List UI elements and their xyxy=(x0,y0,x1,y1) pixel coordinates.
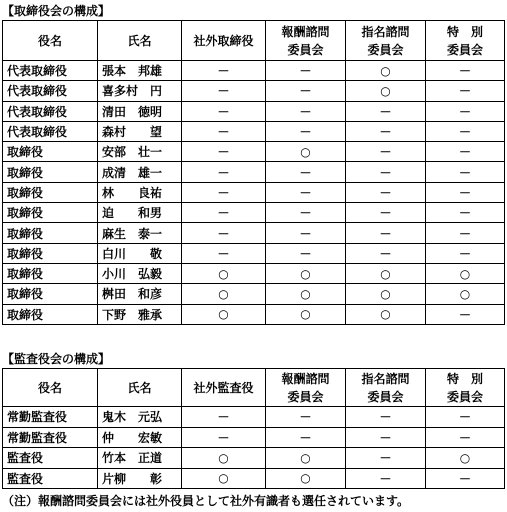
board-cell-special: － xyxy=(426,243,505,263)
audit-cell-role: 常勤監査役 xyxy=(3,427,98,448)
table-row xyxy=(3,284,505,304)
audit-cell-name: 片柳 彰 xyxy=(98,468,182,489)
board-cell-role: 代表取締役 xyxy=(3,121,98,141)
audit-cell-name: 鬼木 元弘 xyxy=(98,407,182,428)
board-column-header xyxy=(426,21,505,61)
audit-header-row xyxy=(3,369,505,407)
board-cell-outside: － xyxy=(182,101,266,121)
audit-composition-table xyxy=(2,368,505,489)
table-row xyxy=(3,203,505,223)
table-row xyxy=(3,243,505,263)
audit-column-header xyxy=(266,369,346,407)
audit-cell-comp: ○ xyxy=(266,448,346,469)
table-row xyxy=(3,223,505,243)
board-cell-comp: － xyxy=(266,61,346,81)
board-cell-role: 代表取締役 xyxy=(3,81,98,101)
board-cell-special: － xyxy=(426,203,505,223)
board-cell-special: － xyxy=(426,121,505,141)
board-cell-comp: － xyxy=(266,223,346,243)
board-cell-role: 取締役 xyxy=(3,304,98,324)
board-column-header xyxy=(98,21,182,61)
table-row xyxy=(3,182,505,202)
audit-cell-name: 竹本 正道 xyxy=(98,448,182,469)
board-column-header-line: 委員会 xyxy=(446,42,483,57)
board-cell-role: 取締役 xyxy=(3,223,98,243)
board-cell-nom: － xyxy=(346,182,426,202)
board-cell-outside: － xyxy=(182,223,266,243)
audit-cell-role: 監査役 xyxy=(3,448,98,469)
board-cell-special: － xyxy=(426,162,505,182)
audit-cell-comp: － xyxy=(266,407,346,428)
board-cell-name: 林 良祐 xyxy=(98,182,182,202)
board-cell-name: 成清 雄一 xyxy=(98,162,182,182)
table-row xyxy=(3,81,505,101)
audit-cell-comp: － xyxy=(266,427,346,448)
audit-table-header xyxy=(3,369,505,407)
board-cell-role: 取締役 xyxy=(3,182,98,202)
audit-section-title: 【監査役会の構成】 xyxy=(2,352,111,366)
board-cell-name: 迫 和男 xyxy=(98,203,182,223)
audit-column-header xyxy=(3,369,98,407)
board-cell-nom: ○ xyxy=(346,284,426,304)
audit-cell-special: － xyxy=(426,407,505,428)
board-cell-special: － xyxy=(426,81,505,101)
board-column-header-line: 氏名 xyxy=(127,33,152,48)
table-row xyxy=(3,101,505,121)
board-cell-nom: － xyxy=(346,101,426,121)
audit-column-header xyxy=(182,369,266,407)
table-row xyxy=(3,407,505,428)
board-cell-outside: － xyxy=(182,142,266,162)
board-cell-name: 桝田 和彦 xyxy=(98,284,182,304)
table-row xyxy=(3,448,505,469)
board-column-header-line: 社外取締役 xyxy=(193,33,254,48)
board-cell-comp: ○ xyxy=(266,142,346,162)
board-column-header-line: 委員会 xyxy=(287,42,324,57)
board-cell-special: － xyxy=(426,304,505,324)
audit-cell-outside: ○ xyxy=(182,468,266,489)
board-cell-comp: ○ xyxy=(266,284,346,304)
audit-cell-nom: － xyxy=(346,468,426,489)
board-cell-special: － xyxy=(426,182,505,202)
board-cell-name: 喜多村 円 xyxy=(98,81,182,101)
audit-column-header-line: 特 別 xyxy=(446,371,483,386)
board-cell-nom: ○ xyxy=(346,81,426,101)
board-cell-name: 安部 壮一 xyxy=(98,142,182,162)
board-header-row xyxy=(3,21,505,61)
audit-cell-nom: － xyxy=(346,407,426,428)
board-section-title: 【取締役会の構成】 xyxy=(2,4,111,18)
board-cell-nom: － xyxy=(346,142,426,162)
board-cell-comp: － xyxy=(266,121,346,141)
audit-cell-nom: － xyxy=(346,427,426,448)
board-cell-comp: － xyxy=(266,81,346,101)
audit-cell-role: 常勤監査役 xyxy=(3,407,98,428)
board-cell-comp: ○ xyxy=(266,304,346,324)
board-cell-role: 取締役 xyxy=(3,162,98,182)
board-cell-outside: － xyxy=(182,162,266,182)
footnote: （注）報酬諮問委員会には社外役員として社外有識者も選任されています。 xyxy=(2,494,410,508)
board-cell-nom: － xyxy=(346,243,426,263)
board-column-header xyxy=(182,21,266,61)
audit-cell-special: － xyxy=(426,468,505,489)
board-cell-outside: － xyxy=(182,121,266,141)
audit-cell-nom: － xyxy=(346,448,426,469)
audit-column-header-line: 役名 xyxy=(37,380,62,395)
board-cell-name: 森村 望 xyxy=(98,121,182,141)
board-cell-role: 取締役 xyxy=(3,142,98,162)
audit-column-header-line: 委員会 xyxy=(446,389,483,404)
board-column-header-line: 特 別 xyxy=(446,24,483,39)
audit-column-header xyxy=(346,369,426,407)
board-cell-comp: ○ xyxy=(266,263,346,283)
board-cell-role: 代表取締役 xyxy=(3,101,98,121)
board-cell-nom: ○ xyxy=(346,263,426,283)
board-cell-role: 取締役 xyxy=(3,263,98,283)
table-row xyxy=(3,263,505,283)
board-column-header-line: 委員会 xyxy=(367,42,404,57)
board-column-header xyxy=(3,21,98,61)
audit-cell-outside: － xyxy=(182,427,266,448)
audit-column-header-line: 報酬諮問 xyxy=(281,371,330,386)
board-cell-role: 取締役 xyxy=(3,284,98,304)
board-cell-outside: ○ xyxy=(182,284,266,304)
board-cell-role: 取締役 xyxy=(3,203,98,223)
board-cell-outside: － xyxy=(182,61,266,81)
table-row xyxy=(3,61,505,81)
board-column-header xyxy=(266,21,346,61)
audit-column-header-line: 委員会 xyxy=(287,389,324,404)
board-table-header xyxy=(3,21,505,61)
board-composition-table xyxy=(2,20,505,325)
board-cell-special: － xyxy=(426,223,505,243)
audit-table-body xyxy=(3,407,505,489)
board-cell-comp: － xyxy=(266,182,346,202)
audit-cell-role: 監査役 xyxy=(3,468,98,489)
board-cell-outside: ○ xyxy=(182,263,266,283)
board-cell-nom: － xyxy=(346,121,426,141)
board-cell-nom: － xyxy=(346,223,426,243)
audit-cell-special: ○ xyxy=(426,448,505,469)
table-row xyxy=(3,468,505,489)
board-cell-name: 清田 徳明 xyxy=(98,101,182,121)
table-row xyxy=(3,427,505,448)
board-cell-nom: ○ xyxy=(346,61,426,81)
board-cell-outside: － xyxy=(182,81,266,101)
board-cell-comp: － xyxy=(266,243,346,263)
board-table-body xyxy=(3,61,505,325)
board-cell-role: 代表取締役 xyxy=(3,61,98,81)
board-cell-comp: － xyxy=(266,162,346,182)
board-cell-nom: － xyxy=(346,203,426,223)
table-row xyxy=(3,162,505,182)
board-cell-name: 小川 弘毅 xyxy=(98,263,182,283)
board-cell-comp: － xyxy=(266,101,346,121)
table-row xyxy=(3,121,505,141)
audit-column-header-line: 指名諮問 xyxy=(361,371,410,386)
audit-column-header-line: 委員会 xyxy=(367,389,404,404)
board-cell-comp: － xyxy=(266,203,346,223)
board-cell-nom: ○ xyxy=(346,304,426,324)
board-cell-special: － xyxy=(426,142,505,162)
board-cell-name: 張本 邦雄 xyxy=(98,61,182,81)
audit-cell-outside: ○ xyxy=(182,448,266,469)
board-column-header-line: 役名 xyxy=(37,33,62,48)
board-column-header xyxy=(346,21,426,61)
board-cell-outside: － xyxy=(182,182,266,202)
board-cell-name: 麻生 泰一 xyxy=(98,223,182,243)
audit-cell-special: － xyxy=(426,427,505,448)
board-cell-special: － xyxy=(426,101,505,121)
audit-column-header xyxy=(98,369,182,407)
board-cell-special: ○ xyxy=(426,263,505,283)
board-cell-special: ○ xyxy=(426,284,505,304)
audit-cell-name: 仲 宏敏 xyxy=(98,427,182,448)
audit-cell-comp: ○ xyxy=(266,468,346,489)
audit-cell-outside: － xyxy=(182,407,266,428)
board-cell-name: 下野 雅承 xyxy=(98,304,182,324)
board-cell-outside: － xyxy=(182,203,266,223)
board-cell-nom: － xyxy=(346,162,426,182)
board-column-header-line: 報酬諮問 xyxy=(281,24,330,39)
audit-column-header-line: 社外監査役 xyxy=(193,380,254,395)
board-column-header-line: 指名諮問 xyxy=(361,24,410,39)
audit-column-header xyxy=(426,369,505,407)
audit-column-header-line: 氏名 xyxy=(127,380,152,395)
board-cell-outside: － xyxy=(182,243,266,263)
board-cell-special: － xyxy=(426,61,505,81)
table-row xyxy=(3,304,505,324)
board-cell-role: 取締役 xyxy=(3,243,98,263)
table-row xyxy=(3,142,505,162)
board-cell-name: 白川 敬 xyxy=(98,243,182,263)
board-cell-outside: ○ xyxy=(182,304,266,324)
